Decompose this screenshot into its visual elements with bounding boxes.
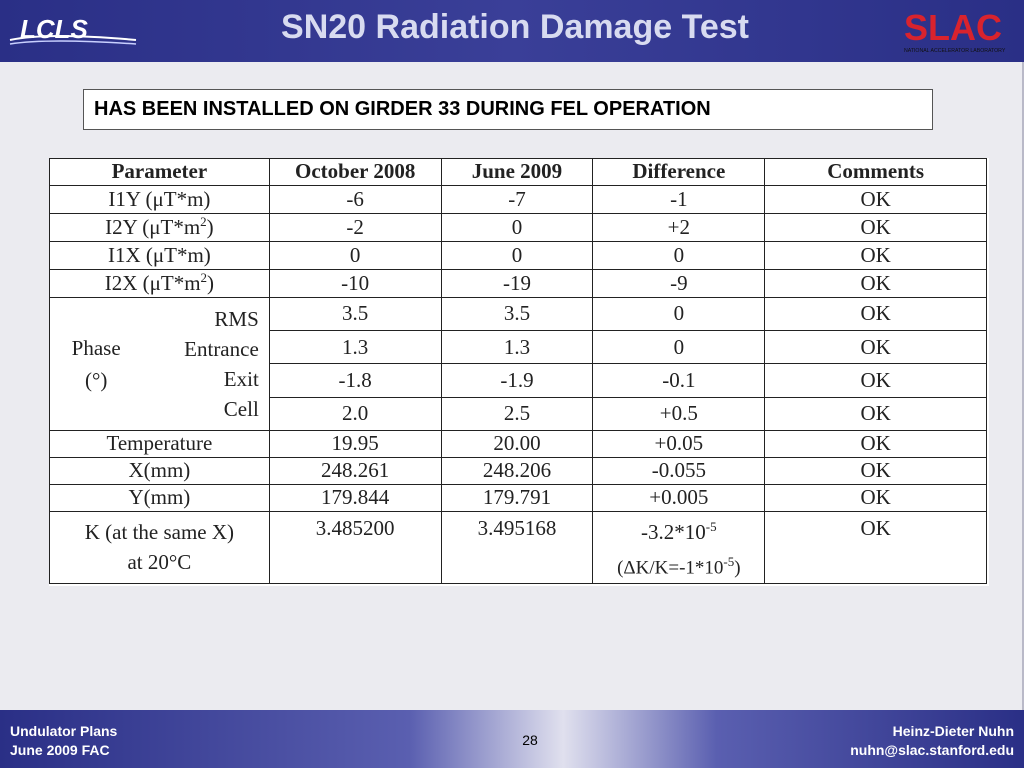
comment-value: OK xyxy=(765,457,987,484)
sub-label: Exit xyxy=(223,366,259,391)
october-value: 19.95 xyxy=(269,430,441,457)
june-value: 179.791 xyxy=(441,484,593,511)
table-row-k xyxy=(50,511,987,583)
param-cell: Temperature xyxy=(50,430,270,457)
october-value: -2 xyxy=(269,213,441,241)
june-value: 3.495168 xyxy=(441,511,593,583)
comment-value: OK xyxy=(765,241,987,269)
june-value: -7 xyxy=(441,185,593,213)
comment-value: OK xyxy=(765,269,987,297)
footer-presentation-title: Undulator Plans xyxy=(10,723,118,739)
difference-value: -0.055 xyxy=(593,457,765,484)
october-value: -10 xyxy=(269,269,441,297)
header-october-2008: October 2008 xyxy=(269,159,441,186)
phase-group-layout xyxy=(54,300,265,428)
param-cell: X(mm) xyxy=(50,457,270,484)
phase-sub-labels xyxy=(138,300,264,428)
comment-value: OK xyxy=(765,511,987,583)
lcls-logo-text: LCLS xyxy=(20,14,88,44)
october-value: -1.8 xyxy=(269,364,441,397)
june-value: 20.00 xyxy=(441,430,593,457)
october-value: 3.5 xyxy=(269,297,441,330)
october-value: 3.485200 xyxy=(269,511,441,583)
difference-value: -1 xyxy=(593,185,765,213)
difference-value: 0 xyxy=(593,241,765,269)
slide-header xyxy=(0,0,1024,62)
footer-meeting: June 2009 FAC xyxy=(10,742,110,758)
slac-logo-text: SLAC xyxy=(904,7,1002,48)
measurement-table xyxy=(49,158,987,584)
difference-value: +0.5 xyxy=(593,397,765,430)
difference-value: 0 xyxy=(593,330,765,363)
comment-value: OK xyxy=(765,330,987,363)
difference-value: +2 xyxy=(593,213,765,241)
header-comments: Comments xyxy=(765,159,987,186)
june-value: -1.9 xyxy=(441,364,593,397)
june-value: 248.206 xyxy=(441,457,593,484)
param-cell: I2Y $(\mu T*m^2)$ xyxy=(50,213,270,241)
table-row-phase-rms xyxy=(50,297,987,330)
comment-value: OK xyxy=(765,213,987,241)
slide-title: SN20 Radiation Damage Test xyxy=(281,8,749,46)
installation-notice: HAS BEEN INSTALLED ON GIRDER 33 DURING FEL OPERATION xyxy=(83,89,933,130)
table-container xyxy=(49,158,989,586)
october-value: 2.0 xyxy=(269,397,441,430)
comment-value: OK xyxy=(765,297,987,330)
slac-logo-subtext: NATIONAL ACCELERATOR LABORATORY xyxy=(904,48,1006,54)
june-value: -19 xyxy=(441,269,593,297)
difference-value: +0.005 xyxy=(593,484,765,511)
slide-content xyxy=(0,62,1024,710)
comment-value: OK xyxy=(765,430,987,457)
comment-value: OK xyxy=(765,364,987,397)
october-value: 179.844 xyxy=(269,484,441,511)
table-row xyxy=(50,457,987,484)
table-row xyxy=(50,484,987,511)
footer-email: nuhn@slac.stanford.edu xyxy=(850,742,1014,758)
page-number: 28 xyxy=(522,732,538,748)
table-header-row xyxy=(50,159,987,186)
june-value: 2.5 xyxy=(441,397,593,430)
param-cell: I1X (μT*m) xyxy=(50,241,270,269)
param-cell: I1Y (μT*m) xyxy=(50,185,270,213)
october-value: 0 xyxy=(269,241,441,269)
sub-label: Entrance xyxy=(184,336,259,361)
difference-value: +0.05 xyxy=(593,430,765,457)
lcls-logo xyxy=(8,10,138,54)
header-june-2009: June 2009 xyxy=(441,159,593,186)
comment-value: OK xyxy=(765,484,987,511)
october-value: 1.3 xyxy=(269,330,441,363)
param-cell: Y(mm) xyxy=(50,484,270,511)
comment-value: OK xyxy=(765,185,987,213)
comment-value: OK xyxy=(765,397,987,430)
sub-label: Cell xyxy=(223,396,259,421)
difference-value: -0.1 xyxy=(593,364,765,397)
june-value: 0 xyxy=(441,241,593,269)
table-row xyxy=(50,185,987,213)
slac-logo xyxy=(900,6,1020,56)
june-value: 3.5 xyxy=(441,297,593,330)
table-row xyxy=(50,241,987,269)
phase-group-label: Phase (°) xyxy=(71,335,121,392)
difference-value: 0 xyxy=(593,297,765,330)
october-value: 248.261 xyxy=(269,457,441,484)
difference-value: -9 xyxy=(593,269,765,297)
june-value: 1.3 xyxy=(441,330,593,363)
header-parameter: Parameter xyxy=(50,159,270,186)
june-value: 0 xyxy=(441,213,593,241)
table-row xyxy=(50,213,987,241)
header-difference: Difference xyxy=(593,159,765,186)
table-row xyxy=(50,430,987,457)
footer-author: Heinz-Dieter Nuhn xyxy=(892,723,1014,739)
footer-right xyxy=(850,722,1014,760)
param-cell-k: K (at the same X) at 20°C xyxy=(50,511,270,583)
difference-value-k: $-3.2*10^{-5}$ $(\Delta K/K=-1*10^{-5})$ xyxy=(593,511,765,583)
october-value: -6 xyxy=(269,185,441,213)
param-cell: I2X $(\mu T*m^2)$ xyxy=(50,269,270,297)
sub-label: RMS xyxy=(214,306,259,331)
footer-left xyxy=(10,722,117,760)
slide-footer xyxy=(0,710,1024,768)
phase-group-cell xyxy=(50,297,270,430)
table-row xyxy=(50,269,987,297)
